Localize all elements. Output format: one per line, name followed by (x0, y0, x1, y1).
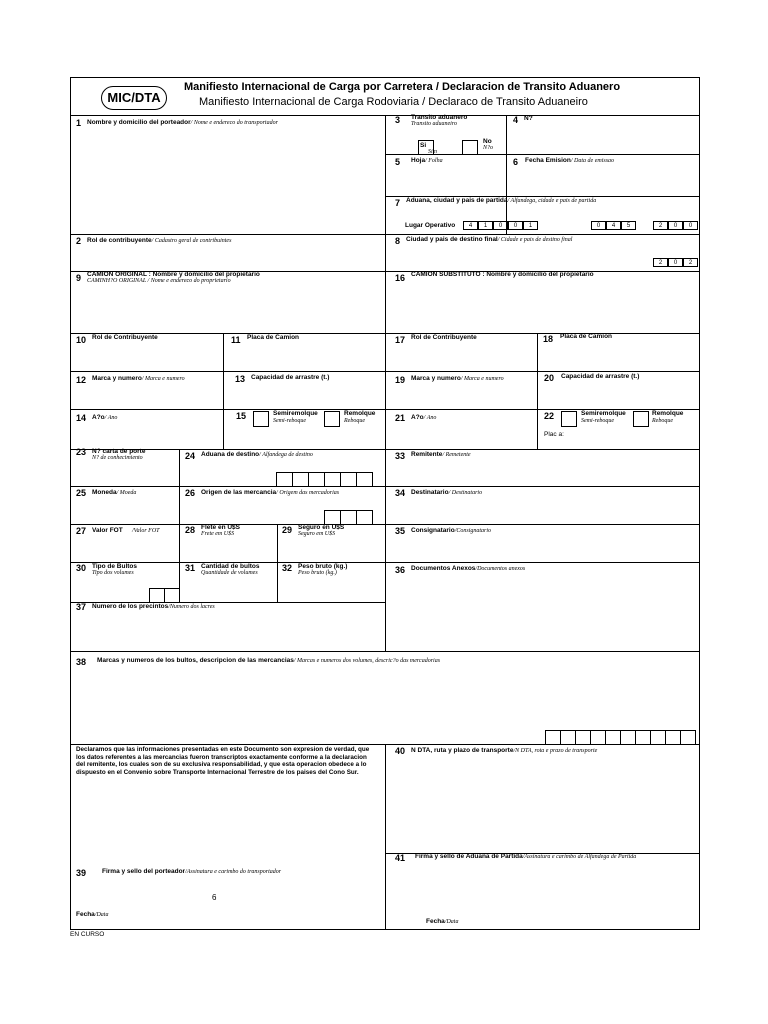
aduana-code-box[interactable] (356, 472, 373, 487)
ncm-code-box[interactable] (605, 730, 621, 745)
form-title-pt: Manifiesto Internacional de Carga Rodoviaria / Declaraco de Transito Aduaneiro (199, 96, 588, 108)
divider (537, 333, 538, 449)
destino-digit: 2 (683, 258, 698, 267)
remolque-sub-label: Remolque (652, 410, 684, 417)
bultos-code-box[interactable] (164, 588, 180, 603)
field-18-label: Placa de Camion (560, 333, 613, 340)
field-37-number: 37 (76, 602, 87, 612)
remolque-label: Remolque (344, 410, 376, 417)
divider (277, 524, 278, 602)
field-16-label: CAMION SUBSTITUTO : Nombre y domicilio del propietario (411, 271, 594, 278)
field-35-label: Consignatario/Consignatario (411, 527, 492, 534)
field-14-label: A?o/ Ano (92, 414, 118, 421)
field-14-number: 14 (76, 413, 87, 423)
field-5-number: 5 (395, 157, 401, 167)
aduana-code-box[interactable] (308, 472, 325, 487)
field-11-number: 11 (231, 335, 241, 345)
field-33-label: Remitente/ Remetente (411, 451, 471, 458)
lugar-digit: 0 (591, 221, 606, 230)
field-21-label: A?o/ Ano (411, 414, 437, 421)
field-23-alt: N? de conhecimiento (92, 455, 143, 461)
divider (71, 486, 699, 487)
divider (385, 449, 386, 651)
origen-code-box[interactable] (324, 510, 341, 525)
field-4-label: N? (524, 115, 533, 122)
field-36-number: 36 (395, 565, 406, 575)
field-27-number: 27 (76, 526, 87, 536)
field-13-number: 13 (235, 374, 246, 384)
remolque-alt: Reboque (344, 418, 365, 424)
field-17-label: Rol de Contribuyente (411, 334, 477, 341)
ncm-code-box[interactable] (545, 730, 561, 745)
divider (71, 651, 699, 652)
field-20-number: 20 (544, 373, 555, 383)
field-4-number: 4 (513, 115, 519, 125)
field-37-label: Numero de los precintos/Numero dos lacres (92, 603, 215, 610)
ncm-code-box[interactable] (575, 730, 591, 745)
origen-code-box[interactable] (340, 510, 357, 525)
lugar-digit: 0 (683, 221, 698, 230)
lugar-digit: 4 (606, 221, 621, 230)
ncm-code-box[interactable] (650, 730, 666, 745)
ncm-code-box[interactable] (665, 730, 681, 745)
divider (71, 524, 699, 525)
field-11-label: Placa de Camion (247, 334, 300, 341)
field-41-label: Firma y sello de Aduana de Partida/Assinatura e carimbo de Alfandega de Partida (415, 853, 637, 860)
field-41-number: 41 (395, 853, 406, 863)
field-28-number: 28 (185, 525, 196, 535)
field-12-label: Marca y numero/ Marca e numero (92, 375, 185, 382)
field-6-number: 6 (513, 157, 519, 167)
lugar-digit: 0 (508, 221, 523, 230)
field-18-number: 18 (543, 334, 554, 344)
divider (506, 115, 507, 234)
ncm-code-box[interactable] (590, 730, 606, 745)
bultos-code-box[interactable] (149, 588, 165, 603)
lugar-digit: 5 (621, 221, 636, 230)
fecha-porteador-label: Fecha/Data (76, 911, 109, 918)
field-7-number: 7 (395, 198, 401, 208)
field-32-number: 32 (282, 563, 293, 573)
field-27-label: Valor FOT (92, 527, 123, 534)
field-25-number: 25 (76, 488, 87, 498)
field-29-number: 29 (282, 525, 293, 535)
declaration-text: Declaramos que las informaciones presentadas en este Documento son expresion de verdad, que los datos referentes a las mercancias fueron transcriptos exactamente conforme a la declaracion del remitente, los cuales son de su exclusiva responsabilidad, y que esta operacion obedece a lo dispuesto en el Convenio sobre Transporte Internacional Terrestre de los paises del Cono Sur. (76, 746, 370, 776)
field-10-label: Rol de Contribuyente (92, 334, 158, 341)
transito-si-label: Si (420, 142, 427, 149)
transito-no-alt: N?o (483, 145, 494, 151)
field-38-label: Marcas y numeros de los bultos, descripcion de las mercancias/ Marcas e numeros dos volumes, descric?o das mercadorias (97, 657, 441, 664)
field-31-label: Cantidad de bultos (201, 563, 260, 570)
field-34-label: Destinatario/ Destinatario (411, 489, 483, 496)
transito-no-checkbox[interactable] (462, 140, 478, 155)
field-9-number: 9 (76, 273, 82, 283)
field-36-label: Documentos Anexos/Documentos anexos (411, 565, 526, 572)
status-text: EN CURSO (70, 931, 105, 938)
remolque-sub-alt: Reboque (652, 418, 673, 424)
origen-code-box[interactable] (356, 510, 373, 525)
field-15-number: 15 (236, 411, 247, 421)
field-29-label: Seguro en U$S (298, 524, 345, 531)
ncm-code-box[interactable] (560, 730, 576, 745)
lugar-digit: 4 (463, 221, 478, 230)
ncm-code-box[interactable] (620, 730, 636, 745)
transito-si-alt: Sim (428, 149, 437, 155)
lugar-digit: 0 (493, 221, 508, 230)
semiremolque-checkbox[interactable] (253, 411, 269, 427)
field-9-label: CAMION ORIGINAL : Nombre y domicilio del propietario (87, 271, 260, 278)
field-1-number: 1 (76, 118, 82, 128)
field-29-alt: Seguro em U$S (298, 531, 336, 537)
semiremolque-sub-checkbox[interactable] (561, 411, 577, 427)
field-22-number: 22 (544, 411, 555, 421)
field-16-number: 16 (395, 273, 406, 283)
field-24-label: Aduana de destino/ Alfandega de destino (201, 451, 313, 458)
ncm-code-box[interactable] (680, 730, 696, 745)
aduana-code-box[interactable] (324, 472, 341, 487)
field-7-label: Aduana, ciudad y pais de partida/ Alfandega, cidade e pais de partida (406, 197, 597, 204)
field-23-label: N? carta de porte (92, 448, 146, 455)
remolque-checkbox[interactable] (324, 411, 340, 427)
field-30-alt: Tipo dos volumes (92, 570, 134, 576)
field-9-alt: CAMINH?O ORIGINAL / Nome e endereco do proprietario (87, 278, 231, 284)
field-26-number: 26 (185, 488, 196, 498)
field-31-alt: Quantidade de volumes (201, 570, 258, 576)
field-21-number: 21 (395, 413, 406, 423)
divider (71, 371, 699, 372)
lugar-operativo-label: Lugar Operativo (405, 222, 456, 229)
field-6-label: Fecha Emision/ Data de emissao (525, 157, 615, 164)
remolque-sub-checkbox[interactable] (633, 411, 649, 427)
field-26-label: Origen de las mercancia/ Origem das mercadorias (201, 489, 340, 496)
destino-digit: 2 (653, 258, 668, 267)
field-40-number: 40 (395, 746, 406, 756)
field-8-number: 8 (395, 236, 401, 246)
field-13-label: Capacidad de arrastre (t.) (251, 374, 330, 381)
field-32-alt: Peso bruto (kg.) (298, 570, 337, 576)
form-title-es: Manifiesto Internacional de Carga por Carretera / Declaracion de Transito Aduanero (184, 81, 621, 93)
field-27-alt: /Valor FOT (132, 528, 160, 534)
field-38-number: 38 (76, 657, 87, 667)
field-19-number: 19 (395, 375, 406, 385)
aduana-code-box[interactable] (340, 472, 357, 487)
semiremolque-sub-label: Semiremolque (581, 410, 626, 417)
field-24-number: 24 (185, 451, 196, 461)
field-30-label: Tipo de Bultos (92, 563, 138, 570)
field-39-label: Firma y sello del porteador/Assinatura e carimbo do transportador (102, 868, 282, 875)
semiremolque-sub-alt: Semi-reboque (581, 418, 615, 424)
field-2-label: Rol de contribuyente/ Cadastro geral de contribuintes (87, 237, 232, 244)
field-1-label: Nombre y domicilio del porteador/ Nome e endereco do transportador (87, 119, 278, 126)
fecha-aduana-label: Fecha/Data (426, 918, 459, 925)
field-2-number: 2 (76, 236, 82, 246)
field-3-number: 3 (395, 115, 401, 125)
field-28-label: Flete en U$S (201, 524, 241, 531)
field-39-value: 6 (212, 893, 217, 902)
mic-dta-logo: MIC/DTA (101, 86, 167, 110)
lugar-digit: 1 (478, 221, 493, 230)
transito-no-label: No (483, 138, 492, 145)
ncm-code-box[interactable] (635, 730, 651, 745)
field-5-label: Hoja/ Folha (411, 157, 443, 164)
field-17-number: 17 (395, 335, 406, 345)
field-35-number: 35 (395, 526, 406, 536)
field-32-label: Peso bruto (kg.) (298, 563, 348, 570)
lugar-digit: 2 (653, 221, 668, 230)
field-40-label: N DTA, ruta y plazo de transporte/N DTA, rota e prazo de transporte (411, 747, 598, 754)
field-34-number: 34 (395, 488, 406, 498)
field-25-label: Moneda/ Moeda (92, 489, 137, 496)
lugar-digit: 0 (668, 221, 683, 230)
mic-dta-form (70, 77, 700, 930)
placa-label: Plac a: (544, 431, 564, 438)
divider (71, 234, 699, 235)
field-23-number: 23 (76, 447, 87, 457)
divider (179, 449, 180, 602)
aduana-code-box[interactable] (292, 472, 309, 487)
field-10-number: 10 (76, 335, 87, 345)
field-12-number: 12 (76, 375, 87, 385)
aduana-code-box[interactable] (276, 472, 293, 487)
field-3-alt: Transito aduaneiro (411, 121, 457, 127)
field-8-label: Ciudad y pais de destino final/ Cidade e pais de destino final (406, 236, 573, 243)
lugar-digit: 1 (523, 221, 538, 230)
field-33-number: 33 (395, 451, 406, 461)
divider (223, 333, 224, 449)
field-39-number: 39 (76, 868, 87, 878)
field-19-label: Marca y numero/ Marca e numero (411, 375, 504, 382)
destino-digit: 0 (668, 258, 683, 267)
field-28-alt: Frete em U$S (201, 531, 235, 537)
field-3-label: Transito aduanero (411, 114, 468, 121)
divider (71, 562, 699, 563)
field-31-number: 31 (185, 563, 196, 573)
semiremolque-label: Semiremolque (273, 410, 318, 417)
semiremolque-alt: Semi-reboque (273, 418, 307, 424)
divider (385, 744, 386, 930)
divider (385, 115, 386, 449)
field-20-label: Capacidad de arrastre (t.) (561, 373, 640, 380)
field-30-number: 30 (76, 563, 87, 573)
